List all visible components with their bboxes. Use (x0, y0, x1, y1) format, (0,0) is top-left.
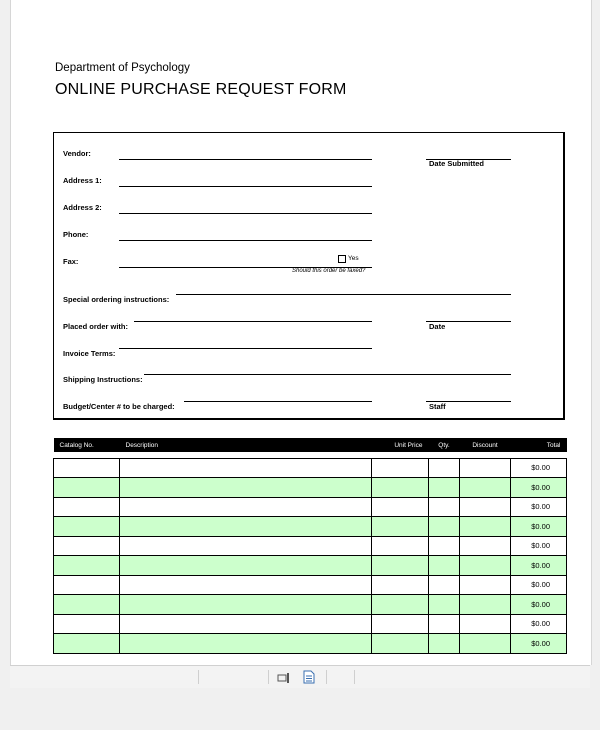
staff-label: Staff (429, 402, 446, 411)
table-row (54, 634, 567, 654)
row-total: $0.00 (511, 595, 567, 615)
placed-order-with-field[interactable] (134, 321, 372, 322)
normal-view-icon[interactable] (303, 670, 315, 689)
shipping-instructions-label: Shipping Instructions: (63, 375, 143, 384)
vendor-label: Vendor: (63, 149, 91, 158)
date-submitted-label: Date Submitted (429, 159, 485, 168)
row-total: $0.00 (511, 497, 567, 517)
date-label: Date (429, 322, 446, 331)
table-row (54, 556, 567, 576)
invoice-terms-field[interactable] (119, 348, 372, 349)
status-divider (326, 670, 327, 684)
col-unit-price: Unit Price (372, 438, 429, 452)
address1-field[interactable] (119, 186, 372, 187)
row-total: $0.00 (511, 556, 567, 576)
budget-label: Budget/Center # to be charged: (63, 402, 175, 411)
address2-label: Address 2: (63, 203, 102, 212)
staff-field[interactable] (426, 401, 511, 402)
phone-field[interactable] (119, 240, 372, 241)
invoice-terms-label: Invoice Terms: (63, 349, 116, 358)
phone-label: Phone: (63, 230, 89, 239)
form-title: ONLINE PURCHASE REQUEST FORM (55, 81, 347, 98)
special-instructions-label: Special ordering instructions: (63, 295, 170, 304)
fax-yes-checkbox[interactable] (338, 255, 346, 263)
vendor-info-box (53, 132, 565, 420)
row-total: $0.00 (511, 536, 567, 556)
fax-label: Fax: (63, 257, 79, 266)
table-row (54, 458, 567, 478)
col-qty: Qty. (429, 438, 460, 452)
items-table (53, 438, 567, 654)
table-row (54, 575, 567, 595)
row-total: $0.00 (511, 478, 567, 498)
table-row (54, 517, 567, 537)
fax-yes-label: Yes (348, 255, 359, 262)
fax-note: Should this order be faxed? (292, 268, 366, 274)
col-description: Description (120, 438, 372, 452)
placed-order-with-label: Placed order with: (63, 322, 129, 331)
table-row (54, 614, 567, 634)
status-divider (354, 670, 355, 684)
table-row (54, 536, 567, 556)
department-name: Department of Psychology (55, 62, 190, 74)
date-field[interactable] (426, 321, 511, 322)
row-total: $0.00 (511, 458, 567, 478)
shipping-instructions-field[interactable] (144, 374, 511, 375)
date-submitted-field[interactable] (426, 159, 511, 160)
table-row (54, 595, 567, 615)
table-row (54, 497, 567, 517)
row-total: $0.00 (511, 614, 567, 634)
vendor-field[interactable] (119, 159, 372, 160)
status-divider (198, 670, 199, 684)
page-break-preview-icon[interactable] (277, 671, 291, 689)
address2-field[interactable] (119, 213, 372, 214)
row-total: $0.00 (511, 517, 567, 537)
document-page (10, 0, 592, 665)
address1-label: Address 1: (63, 176, 102, 185)
col-discount: Discount (460, 438, 511, 452)
row-total: $0.00 (511, 634, 567, 654)
row-total: $0.00 (511, 575, 567, 595)
status-divider (268, 670, 269, 684)
budget-field[interactable] (184, 401, 372, 402)
col-catalog-no: Catalog No. (54, 438, 120, 452)
table-row (54, 478, 567, 498)
special-instructions-field[interactable] (176, 294, 511, 295)
status-bar (10, 665, 590, 688)
col-total: Total (511, 438, 567, 452)
